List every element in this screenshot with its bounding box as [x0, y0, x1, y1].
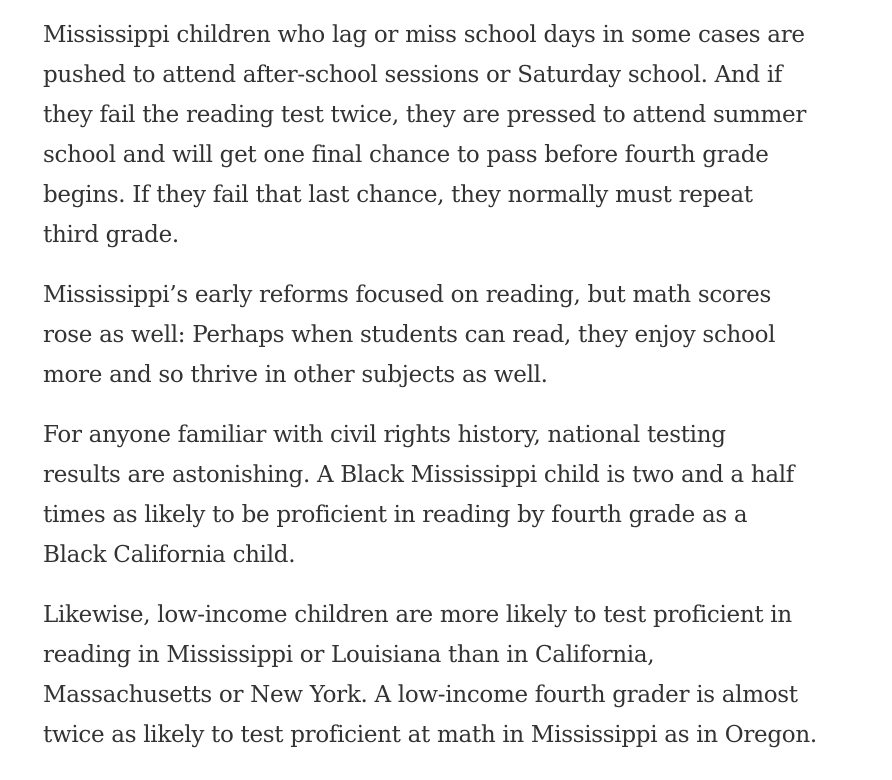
paragraph-line: twice as likely to test proficient at math in Mississippi as in Oregon.	[43, 722, 817, 748]
paragraph-line: rose as well: Perhaps when students can read, they enjoy school	[43, 322, 776, 348]
paragraph-line: Black California child.	[43, 542, 296, 568]
paragraph-line: more and so thrive in other subjects as well.	[43, 362, 548, 388]
paragraph-line: they fail the reading test twice, they are pressed to attend summer	[43, 102, 807, 128]
article-body	[43, 15, 873, 775]
paragraph-line: reading in Mississippi or Louisiana than in California,	[43, 642, 655, 668]
paragraph-line: results are astonishing. A Black Mississippi child is two and a half	[43, 462, 795, 488]
paragraph-line: Likewise, low-income children are more likely to test proficient in	[43, 602, 792, 628]
paragraph-line: Massachusetts or New York. A low-income fourth grader is almost	[43, 682, 798, 708]
paragraph-4	[43, 595, 873, 755]
paragraph-1	[43, 15, 873, 255]
paragraph-line: third grade.	[43, 222, 179, 248]
paragraph-line: times as likely to be proficient in reading by fourth grade as a	[43, 502, 748, 528]
paragraph-line: pushed to attend after-school sessions or Saturday school. And if	[43, 62, 783, 88]
paragraph-line: For anyone familiar with civil rights history, national testing	[43, 422, 726, 448]
paragraph-2	[43, 275, 873, 395]
paragraph-line: Mississippi’s early reforms focused on reading, but math scores	[43, 282, 771, 308]
paragraph-3	[43, 415, 873, 575]
paragraph-line: begins. If they fail that last chance, they normally must repeat	[43, 182, 753, 208]
paragraph-line: school and will get one final chance to pass before fourth grade	[43, 142, 769, 168]
paragraph-line: Mississippi children who lag or miss school days in some cases are	[43, 22, 805, 48]
